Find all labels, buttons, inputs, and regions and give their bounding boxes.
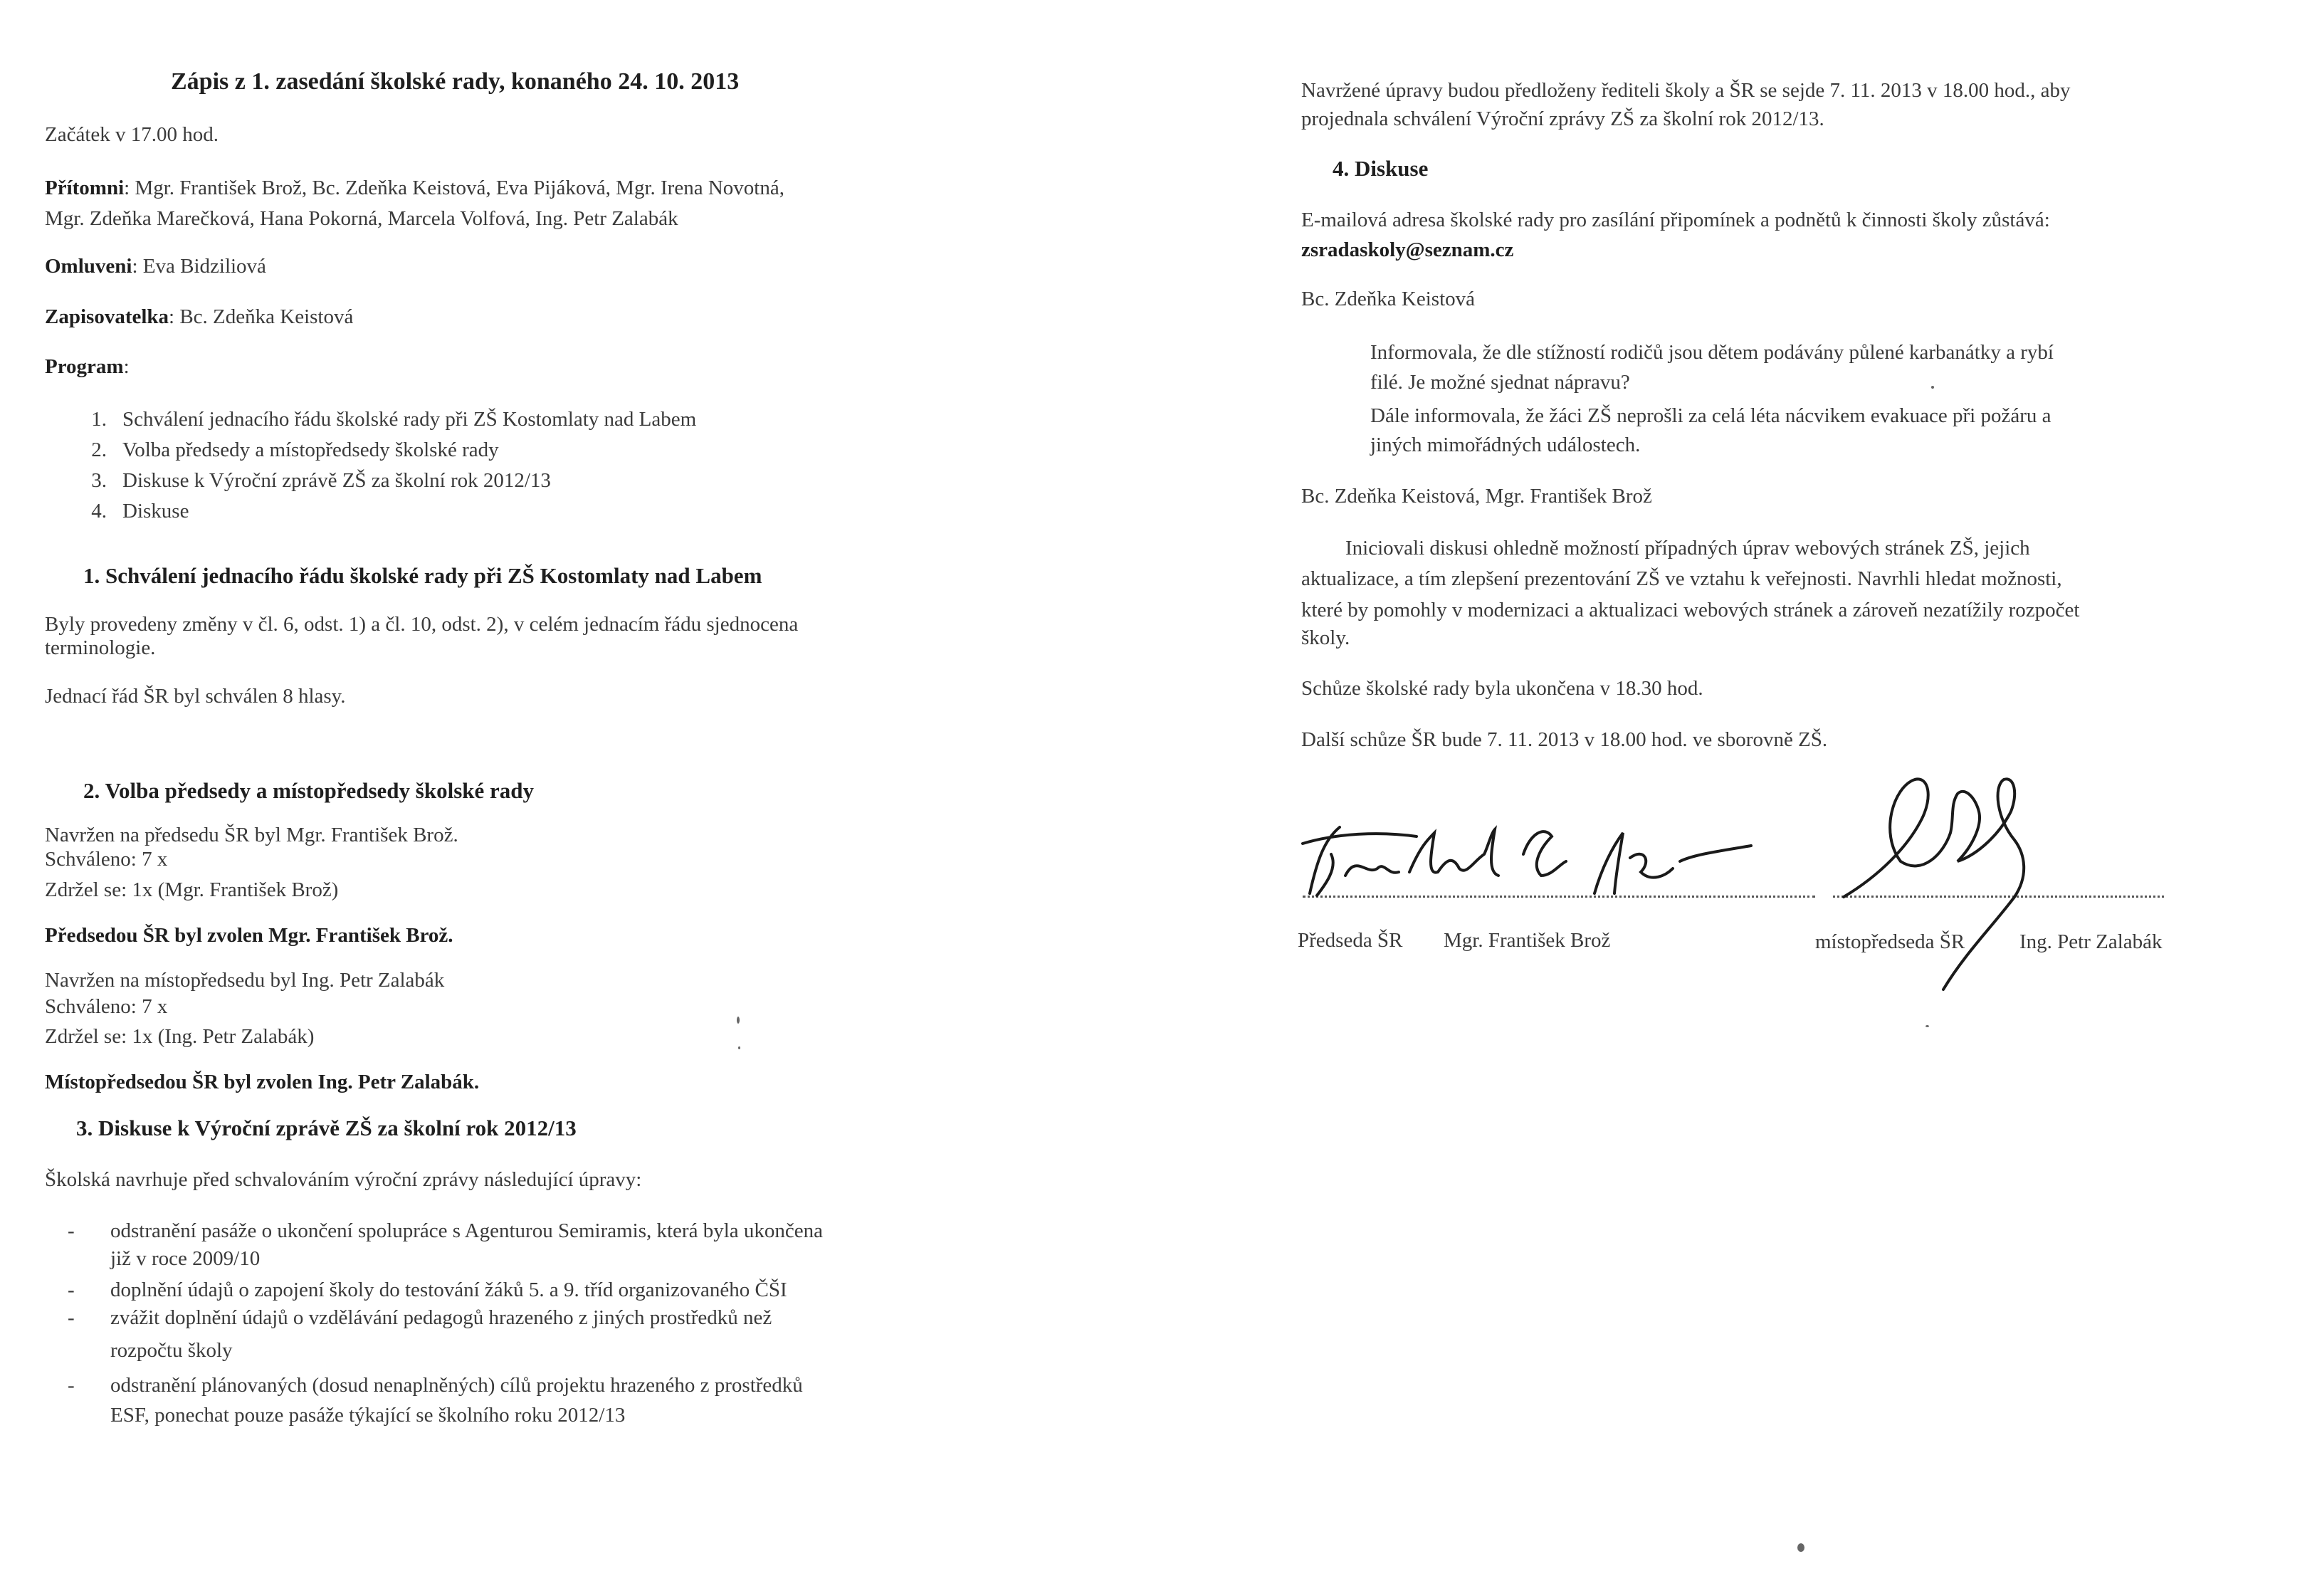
speaker-2-text-3: které by pomohly v modernizaci a aktualizaci webových stránek a zároveň nezatížily rozpočet: [1301, 599, 2080, 621]
excused-value: : Eva Bidziliová: [132, 255, 266, 278]
chair-result: Předsedou ŠR byl zvolen Mgr. František Brož.: [45, 924, 453, 947]
recorder-line: [45, 305, 353, 330]
speaker-2-text-1: Iniciovali diskusi ohledně možností případných úprav webových stránek ZŠ, jejich: [1345, 537, 2030, 560]
scan-speck: [738, 1046, 740, 1049]
continuation-line-2: projednala schválení Výroční zprávy ZŠ za školní rok 2012/13.: [1301, 107, 1824, 130]
continuation-line-1: Navržené úpravy budou předloženy řediteli školy a ŠR se sejde 7. 11. 2013 v 18.00 hod., aby: [1301, 79, 2071, 102]
chair-signature: [1296, 804, 1837, 911]
vice-approved: Schváleno: 7 x: [45, 995, 168, 1018]
speaker-2: Bc. Zdeňka Keistová, Mgr. František Brož: [1301, 485, 1652, 508]
speaker-2-text-4: školy.: [1301, 626, 1350, 649]
chair-nomination: Navržen na předsedu ŠR byl Mgr. František Brož.: [45, 824, 458, 846]
excused-line: [45, 254, 266, 279]
speaker-1-text-1: Informovala, že dle stížností rodičů jsou dětem podávány půlené karbanátky a rybí: [1370, 341, 2054, 364]
left-page: [39, 0, 965, 1596]
list-item: 1. Schválení jednacího řádu školské rady při ZŠ Kostomlaty nad Labem: [91, 408, 697, 431]
council-email: zsradaskoly@seznam.cz: [1301, 238, 1514, 261]
chair-name: Mgr. František Brož: [1444, 929, 1611, 952]
list-item: - odstranění plánovaných (dosud nenaplněných) cílů projektu hrazeného z prostředků: [68, 1374, 803, 1397]
present-label: Přítomni: [45, 177, 125, 199]
vice-signature: [1822, 755, 2121, 997]
right-page: [1296, 0, 2221, 1596]
document-title: Zápis z 1. zasedání školské rady, konaného 24. 10. 2013: [171, 68, 740, 95]
section-1-text-2: terminologie.: [45, 636, 156, 659]
section-3-heading: 3. Diskuse k Výroční zprávě ZŠ za školní rok 2012/13: [76, 1115, 577, 1140]
speaker-1-text-4: jiných mimořádných událostech.: [1370, 434, 1641, 456]
recorder-value: : Bc. Zdeňka Keistová: [169, 305, 354, 328]
scan-speck: [1925, 1025, 1929, 1027]
list-item: 4. Diskuse: [91, 500, 189, 523]
list-item-continuation: již v roce 2009/10: [110, 1247, 261, 1270]
scan-speck: [1797, 1543, 1804, 1552]
section-2-heading: 2. Volba předsedy a místopředsedy školské rady: [83, 778, 535, 803]
chair-role: Předseda ŠR: [1298, 929, 1403, 952]
vice-abstained: Zdržel se: 1x (Ing. Petr Zalabák): [45, 1025, 315, 1048]
list-item: - zvážit doplnění údajů o vzdělávání pedagogů hrazeného z jiných prostředků než: [68, 1306, 772, 1329]
section-3-intro: Školská navrhuje před schvalováním výroční zprávy následující úpravy:: [45, 1168, 642, 1191]
list-item-continuation: rozpočtu školy: [110, 1339, 233, 1362]
speaker-1-text-3: Dále informovala, že žáci ZŠ neprošli za celá léta nácvikem evakuace při požáru a: [1370, 404, 2051, 427]
section-1-approval: Jednací řád ŠR byl schválen 8 hlasy.: [45, 685, 346, 708]
attendees-line: [45, 176, 784, 201]
present-names-1: : Mgr. František Brož, Bc. Zdeňka Keistová, Eva Pijáková, Mgr. Irena Novotná,: [124, 177, 784, 199]
list-item: - doplnění údajů o zapojení školy do testování žáků 5. a 9. tříd organizovaného ČŠI: [68, 1279, 787, 1301]
start-time: Začátek v 17.00 hod.: [45, 123, 219, 146]
speaker-1: Bc. Zdeňka Keistová: [1301, 288, 1476, 310]
vice-name: Ing. Petr Zalabák: [2019, 930, 2163, 953]
section-4-heading: 4. Diskuse: [1333, 156, 1429, 181]
next-meeting: Další schůze ŠR bude 7. 11. 2013 v 18.00 hod. ve sborovně ZŠ.: [1301, 728, 1828, 751]
program-label: Program: [45, 355, 124, 378]
list-item-continuation: ESF, ponechat pouze pasáže týkající se školního roku 2012/13: [110, 1404, 626, 1427]
recorder-label: Zapisovatelka: [45, 305, 169, 328]
speaker-1-text-2: filé. Je možné sjednat nápravu?: [1370, 371, 1630, 394]
present-names-2: Mgr. Zdeňka Marečková, Hana Pokorná, Marcela Volfová, Ing. Petr Zalabák: [45, 207, 678, 230]
vice-nomination: Navržen na místopředsedu byl Ing. Petr Zalabák: [45, 969, 445, 992]
list-item: 3. Diskuse k Výroční zprávě ZŠ za školní rok 2012/13: [91, 469, 551, 492]
scan-speck: [1931, 386, 1934, 389]
excused-label: Omluveni: [45, 255, 132, 278]
section-1-heading: 1. Schválení jednacího řádu školské rady při ZŠ Kostomlaty nad Labem: [83, 563, 762, 588]
list-item: - odstranění pasáže o ukončení spolupráce s Agenturou Semiramis, která byla ukončena: [68, 1219, 823, 1242]
vice-result: Místopředsedou ŠR byl zvolen Ing. Petr Zalabák.: [45, 1071, 480, 1093]
list-item: 2. Volba předsedy a místopředsedy školské rady: [91, 439, 499, 461]
vice-role: místopředseda ŠR: [1815, 930, 1965, 953]
meeting-end: Schůze školské rady byla ukončena v 18.30 hod.: [1301, 677, 1703, 700]
speaker-2-text-2: aktualizace, a tím zlepšení prezentování ZŠ ve vztahu k veřejnosti. Navrhli hledat možnosti,: [1301, 567, 2062, 590]
scan-speck: [737, 1017, 740, 1024]
email-intro: E-mailová adresa školské rady pro zasílání připomínek a podnětů k činnosti školy zůstává:: [1301, 209, 2050, 231]
section-1-text-1: Byly provedeny změny v čl. 6, odst. 1) a čl. 10, odst. 2), v celém jednacím řádu sjednocena: [45, 613, 799, 636]
chair-approved: Schváleno: 7 x: [45, 848, 168, 871]
program-colon: :: [123, 355, 130, 378]
chair-abstained: Zdržel se: 1x (Mgr. František Brož): [45, 878, 339, 901]
program-heading: [45, 355, 130, 379]
